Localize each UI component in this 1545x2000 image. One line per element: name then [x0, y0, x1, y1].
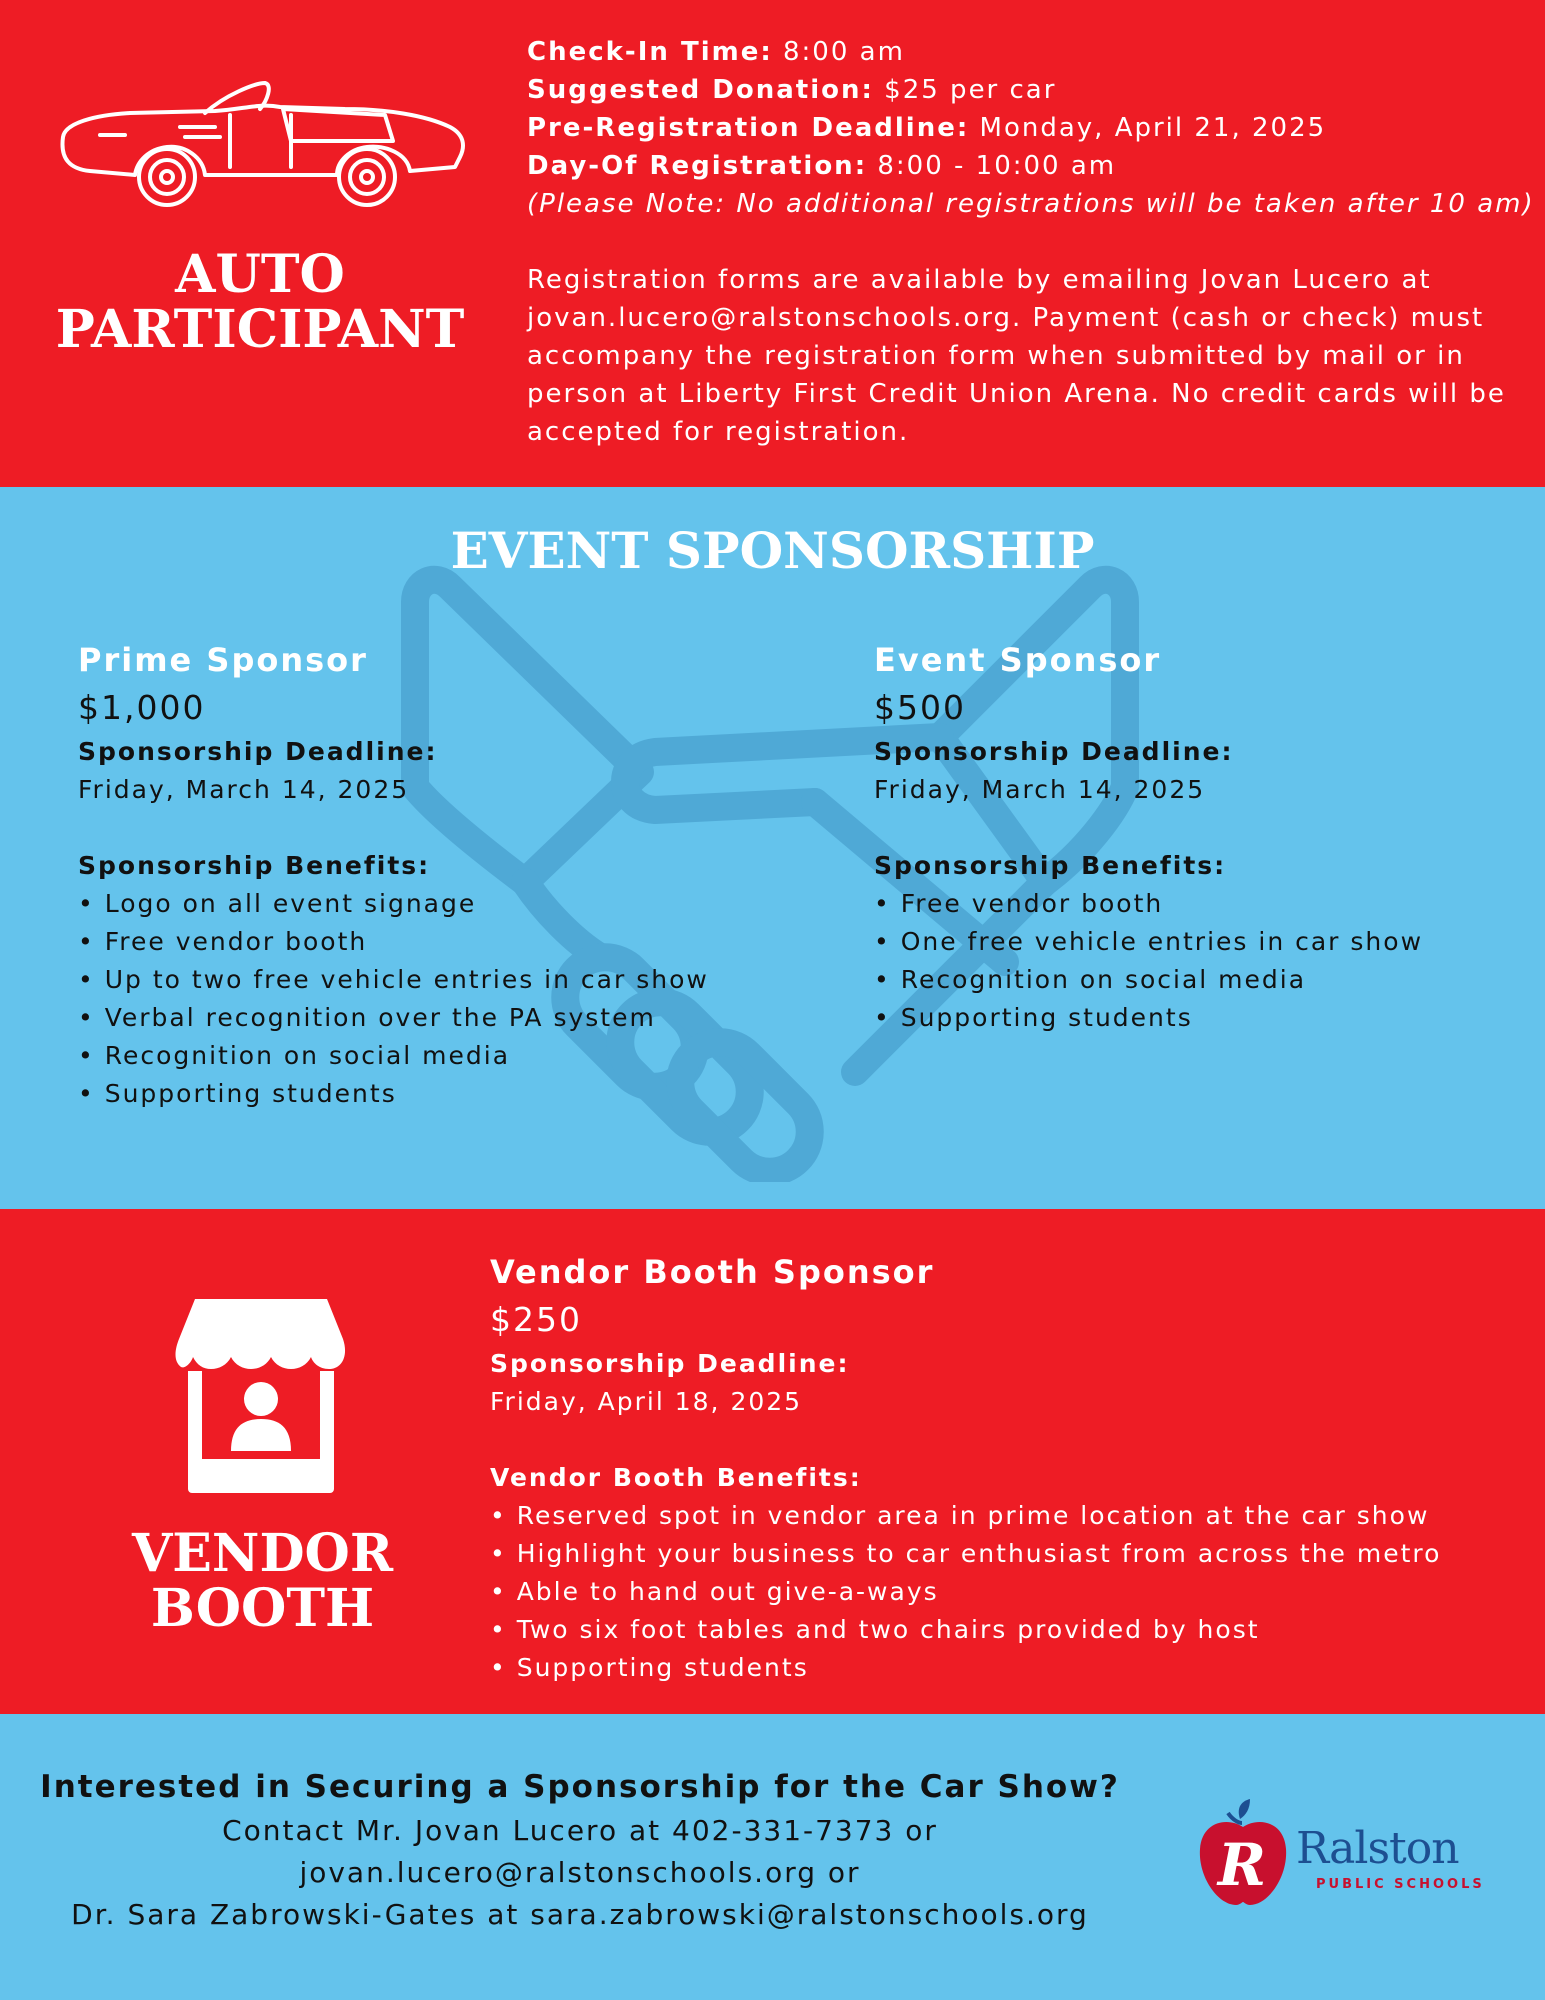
title-line: BOOTH: [150, 1577, 375, 1639]
detail-value: 8:00 - 10:00 am: [867, 151, 1117, 181]
detail-row: [527, 147, 1535, 185]
section-title: EVENT SPONSORSHIP: [450, 521, 1095, 580]
vendor-booth-icon: [173, 1299, 349, 1503]
detail-label: Check-In Time:: [527, 37, 773, 67]
benefits-list: [78, 885, 709, 1113]
list-item: • Supporting students: [490, 1649, 1441, 1687]
list-item: • Two six foot tables and two chairs provided by host: [490, 1611, 1441, 1649]
paragraph-line: accompany the registration form when submitted by mail or in: [527, 341, 1465, 371]
title-line: AUTO: [175, 244, 345, 305]
auto-participant-title: [40, 244, 480, 360]
sponsor-price: $250: [490, 1300, 582, 1339]
list-item: • One free vehicle entries in car show: [874, 923, 1423, 961]
ralston-apple-logo: [1198, 1799, 1498, 1919]
contact-line: Contact Mr. Jovan Lucero at 402-331-7373 or: [222, 1814, 938, 1847]
list-item: • Able to hand out give-a-ways: [490, 1573, 1441, 1611]
vendor-booth-section: [0, 1209, 1545, 1714]
detail-label: Day-Of Registration:: [527, 151, 868, 181]
paragraph-line: Registration forms are available by emailing Jovan Lucero at: [527, 265, 1432, 295]
detail-label: Suggested Donation:: [527, 75, 874, 105]
list-item: • Supporting students: [874, 999, 1423, 1037]
benefits-list: [874, 885, 1423, 1037]
list-item: • Up to two free vehicle entries in car show: [78, 961, 709, 999]
contact-section: [0, 1714, 1545, 2000]
list-item: • Highlight your business to car enthusiast from across the metro: [490, 1535, 1441, 1573]
auto-details: [527, 33, 1535, 451]
detail-label: Pre-Registration Deadline:: [527, 113, 970, 143]
contact-block: [20, 1764, 1140, 1936]
paragraph-line: jovan.lucero@ralstonschools.org. Payment (cash or check) must: [527, 303, 1485, 333]
list-item: • Logo on all event signage: [78, 885, 709, 923]
logo-wordmark: Ralston: [1296, 1823, 1459, 1874]
vendor-booth-details: [490, 1249, 1441, 1687]
prime-sponsor-block: [78, 637, 709, 1113]
list-item: • Reserved spot in vendor area in prime location at the car show: [490, 1497, 1441, 1535]
logo-letter: R: [1217, 1831, 1269, 1899]
detail-value: $25 per car: [873, 75, 1057, 105]
sponsor-tier-name: Event Sponsor: [874, 641, 1162, 679]
list-item: • Recognition on social media: [78, 1037, 709, 1075]
benefits-label: Sponsorship Benefits:: [78, 851, 431, 880]
sponsor-tier-name: Vendor Booth Sponsor: [490, 1253, 935, 1291]
title-line: PARTICIPANT: [55, 298, 465, 360]
vendor-booth-title: [40, 1523, 485, 1639]
sponsor-price: $500: [874, 688, 966, 727]
logo-subtitle: PUBLIC SCHOOLS: [1316, 1877, 1485, 1892]
detail-row: [527, 71, 1535, 109]
detail-value: 8:00 am: [772, 37, 905, 67]
deadline-label: Sponsorship Deadline:: [78, 737, 438, 766]
list-item: • Supporting students: [78, 1075, 709, 1113]
sponsor-price: $1,000: [78, 688, 206, 727]
registration-note: (Please Note: No additional registrations will be taken after 10 am): [527, 189, 1535, 219]
event-sponsorship-section: [0, 487, 1545, 1209]
contact-line: jovan.lucero@ralstonschools.org or: [299, 1856, 861, 1889]
paragraph-line: person at Liberty First Credit Union Arena. No credit cards will be: [527, 379, 1506, 409]
list-item: • Verbal recognition over the PA system: [78, 999, 709, 1037]
contact-heading: Interested in Securing a Sponsorship for the Car Show?: [40, 1769, 1120, 1805]
detail-row: [527, 109, 1535, 147]
detail-row: [527, 33, 1535, 71]
contact-line: Dr. Sara Zabrowski-Gates at sara.zabrowski@ralstonschools.org: [71, 1898, 1089, 1931]
list-item: • Recognition on social media: [874, 961, 1423, 999]
list-item: • Free vendor booth: [78, 923, 709, 961]
benefits-list: [490, 1497, 1441, 1687]
list-item: • Free vendor booth: [874, 885, 1423, 923]
benefits-label: Sponsorship Benefits:: [874, 851, 1227, 880]
sponsor-tier-name: Prime Sponsor: [78, 641, 368, 679]
deadline-label: Sponsorship Deadline:: [874, 737, 1234, 766]
detail-value: Monday, April 21, 2025: [969, 113, 1327, 143]
deadline-label: Sponsorship Deadline:: [490, 1349, 850, 1378]
convertible-car-icon: [55, 75, 470, 219]
event-sponsor-block: [874, 637, 1423, 1037]
deadline-date: Friday, March 14, 2025: [874, 775, 1206, 804]
title-line: VENDOR: [131, 1523, 394, 1584]
auto-participant-section: [0, 0, 1545, 487]
benefits-label: Vendor Booth Benefits:: [490, 1463, 862, 1492]
paragraph-line: accepted for registration.: [527, 417, 910, 447]
deadline-date: Friday, April 18, 2025: [490, 1387, 803, 1416]
deadline-date: Friday, March 14, 2025: [78, 775, 410, 804]
